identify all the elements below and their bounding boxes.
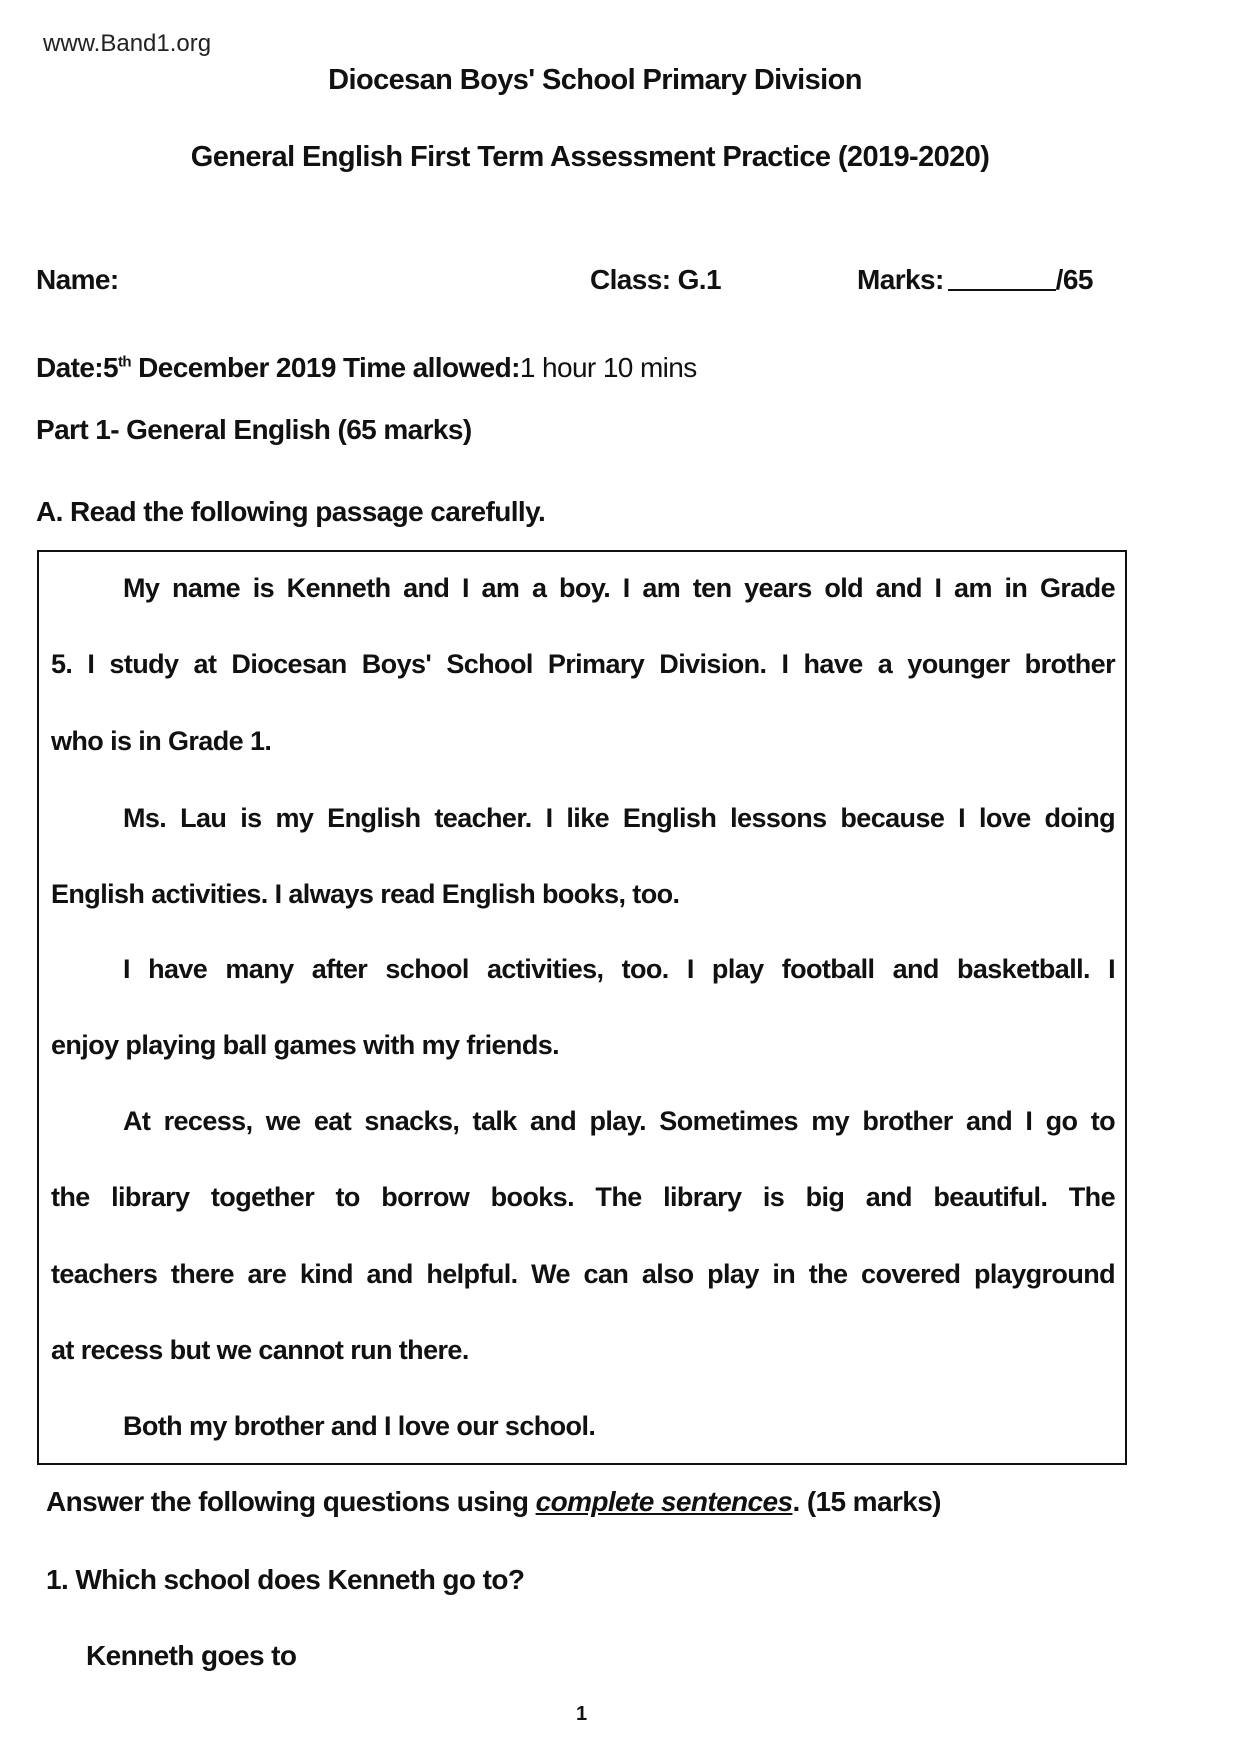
question-1: 1. Which school does Kenneth go to? [46,1564,525,1595]
date-line [36,352,697,384]
watermark: www.Band1.org [43,30,212,57]
date-suffix: th [118,353,131,371]
passage-line: At recess, we eat snacks, talk and play. Sometimes my brother and I go to [123,1106,1115,1136]
passage-line: 5. I study at Diocesan Boys' School Primary Division. I have a younger brother [51,649,1115,679]
part-title: Part 1- General English (65 marks) [36,414,472,445]
date-label: Date:5 [36,352,118,383]
class-label: Class: G.1 [590,264,721,295]
passage-line: teachers there are kind and helpful. We can also play in the covered playground [51,1259,1115,1289]
date-rest: December 2019 [130,352,344,383]
instruction-marks: . (15 marks) [792,1486,941,1517]
marks-label: Marks: [857,264,944,295]
time-value: 1 hour 10 mins [519,352,697,383]
school-name: Diocesan Boys' School Primary Division [328,64,862,96]
instruction-text: Answer the following questions using [46,1486,536,1517]
instruction-emphasis: complete sentences [535,1486,793,1517]
passage-line: English activities. I always read English books, too. [51,879,680,909]
passage-line: enjoy playing ball games with my friends. [51,1030,560,1060]
name-label: Name: [36,264,119,295]
passage-box [37,550,1127,1465]
passage-line: the library together to borrow books. The library is big and beautiful. The [51,1182,1115,1212]
passage-line: who is in Grade 1. [51,726,272,756]
passage-line: I have many after school activities, too. I play football and basketball. I [123,954,1115,984]
passage-line: Ms. Lau is my English teacher. I like English lessons because I love doing [123,803,1115,833]
passage-line: Both my brother and I love our school. [123,1411,596,1441]
answer-1-prompt: Kenneth goes to [86,1640,297,1671]
marks-field [857,264,1093,296]
marks-blank [948,269,1056,291]
section-a-heading: A. Read the following passage carefully. [36,496,546,527]
exam-title: General English First Term Assessment Practice (2019-2020) [190,141,990,173]
passage-line: My name is Kenneth and I am a boy. I am ten years old and I am in Grade [123,573,1115,603]
marks-total: /65 [1055,264,1093,295]
passage-line: at recess but we cannot run there. [51,1335,469,1365]
page-number: 1 [576,1703,587,1725]
instruction [46,1486,941,1518]
time-label: Time allowed: [343,352,520,383]
